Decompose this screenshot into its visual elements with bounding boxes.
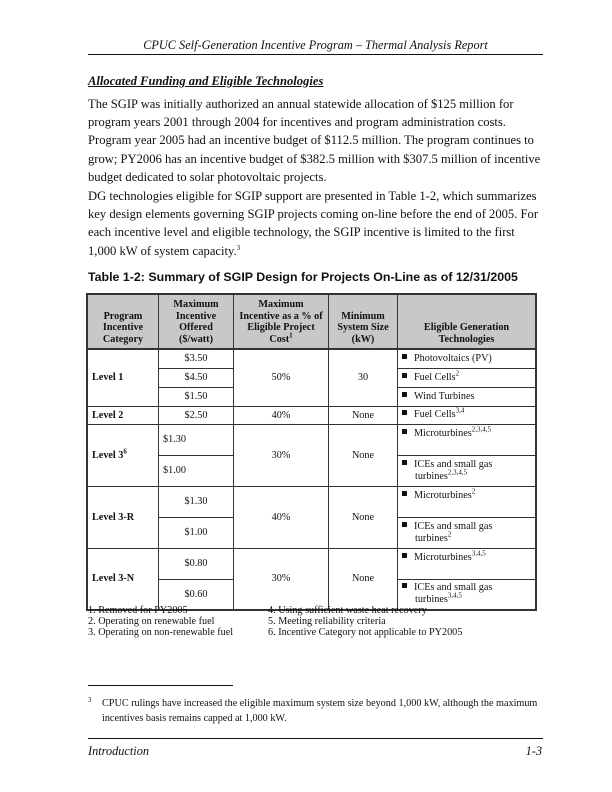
bullet-icon [402,410,407,415]
header-rule [88,54,543,55]
incentive-category: Level 2 [87,406,159,424]
col-header-technologies: Eligible Generation Technologies [398,294,537,349]
eligible-technology: Microturbines$^{3,4,5}$ [398,548,537,579]
max-incentive-value: $1.00 [159,517,234,548]
col-header-min-size: Minimum System Size (kW) [329,294,398,349]
table-notes-left [88,605,233,638]
footnote-text: CPUC rulings have increased the eligible maximum system size beyond 1,000 kW, although the maximum incentives basis remains capped at 1,000 kW. [102,698,538,724]
max-incentive-value: $4.50 [159,368,234,387]
eligible-technology: Fuel Cells$^2$ [398,368,537,387]
pct-cost-value: 40% [234,486,329,548]
table-note: 3. Operating on non-renewable fuel [88,627,234,638]
table-notes-right [268,605,462,638]
table-body [87,349,536,610]
eligible-technology: ICEs and small gas turbines$^{2,3,4,5}$ [398,455,537,486]
page-number: 1-3 [525,744,542,758]
min-size-value: None [329,424,398,486]
max-incentive-value: $0.80 [159,548,234,579]
eligible-technology: Fuel Cells$^{3,4}$ [398,406,537,424]
incentive-category: Level 3-R [87,486,159,548]
bullet-icon [402,491,407,496]
bullet-icon [402,354,407,359]
min-size-value: 30 [329,349,398,406]
pct-cost-value: 40% [234,406,329,424]
max-incentive-value: $3.50 [159,349,234,368]
table-note: 6. Incentive Category not applicable to PY2005 [268,627,463,638]
col-header-pct-cost: Maximum Incentive as a % of Eligible Project Cost$^1$ [234,294,329,349]
table-note: 4. Using sufficient waste heat recovery [268,605,427,616]
bullet-icon [402,429,407,434]
running-header: CPUC Self-Generation Incentive Program – Thermal Analysis Report [143,38,488,52]
bullet-icon [402,553,407,558]
pct-cost-value: 50% [234,349,329,406]
section-heading: Allocated Funding and Eligible Technologies [88,74,324,88]
sgip-design-table [86,293,537,611]
table-caption: Table 1-2: Summary of SGIP Design for Projects On-Line as of 12/31/2005 [88,270,518,284]
table-row [87,424,536,455]
col-header-category: Program Incentive Category [87,294,159,349]
bullet-icon [402,373,407,378]
footnote-ref[interactable]: 3 [236,243,241,252]
pct-cost-value: 30% [234,424,329,486]
max-incentive-value: $1.30 [159,486,234,517]
footnote-separator [88,685,233,686]
max-incentive-value: $1.30 [159,424,234,455]
footer-rule [88,738,543,739]
eligible-technology: Wind Turbines [398,387,537,406]
table-row [87,349,536,368]
footnote-mark: 3 [88,696,92,704]
table-row [87,548,536,579]
table-row [87,406,536,424]
incentive-category: Level $3^6$ [87,424,159,486]
bullet-icon [402,460,407,465]
eligible-technology: ICEs and small gas turbines$^{3,4,5}$ [398,579,537,610]
max-incentive-value: $1.00 [159,455,234,486]
max-incentive-value: $0.60 [159,579,234,610]
table-note: 5. Meeting reliability criteria [268,616,386,627]
max-incentive-value: $2.50 [159,406,234,424]
bullet-icon [402,583,407,588]
footer-section: Introduction [88,744,150,758]
eligible-technology: Microturbines$^2$ [398,486,537,517]
table-row [87,486,536,517]
incentive-category: Level 1 [87,349,159,406]
table-header-row [87,294,536,349]
bullet-icon [402,392,407,397]
pct-cost-value: 30% [234,548,329,610]
table-note: 1. Removed for PY2005 [88,605,188,616]
paragraph-funding: The SGIP was initially authorized an annual statewide allocation of $125 million for program years 2001 through 2004 for incentives and program administration costs. Program year 2005 had an incentive budget of $112.5 million. The program continues to grow; PY2006 has an incentive budget of $382.5 million with $307.5 million of incentive budget dedicated to solar photovoltaic projects. [88,97,541,184]
min-size-value: None [329,486,398,548]
footnote [88,696,543,726]
max-incentive-value: $1.50 [159,387,234,406]
col-header-max-incentive: Maximum Incentive Offered ($/watt) [159,294,234,349]
table-note: 2. Operating on renewable fuel [88,616,215,627]
min-size-value: None [329,406,398,424]
paragraph-technologies-text: DG technologies eligible for SGIP support are presented in Table 1-2, which summarizes key design elements governing SGIP projects coming on-line before the end of 2005. For each incentive level and eligible technology, the SGIP incentive is limited to the first 1,000 kW of system capacity. [88,189,539,258]
eligible-technology: Microturbines$^{2,3,4,5}$ [398,424,537,455]
paragraph-technologies [88,187,546,260]
eligible-technology: Photovoltaics (PV) [398,349,537,368]
eligible-technology: ICEs and small gas turbines$^2$ [398,517,537,548]
bullet-icon [402,522,407,527]
min-size-value: None [329,548,398,610]
incentive-category: Level 3-N [87,548,159,610]
